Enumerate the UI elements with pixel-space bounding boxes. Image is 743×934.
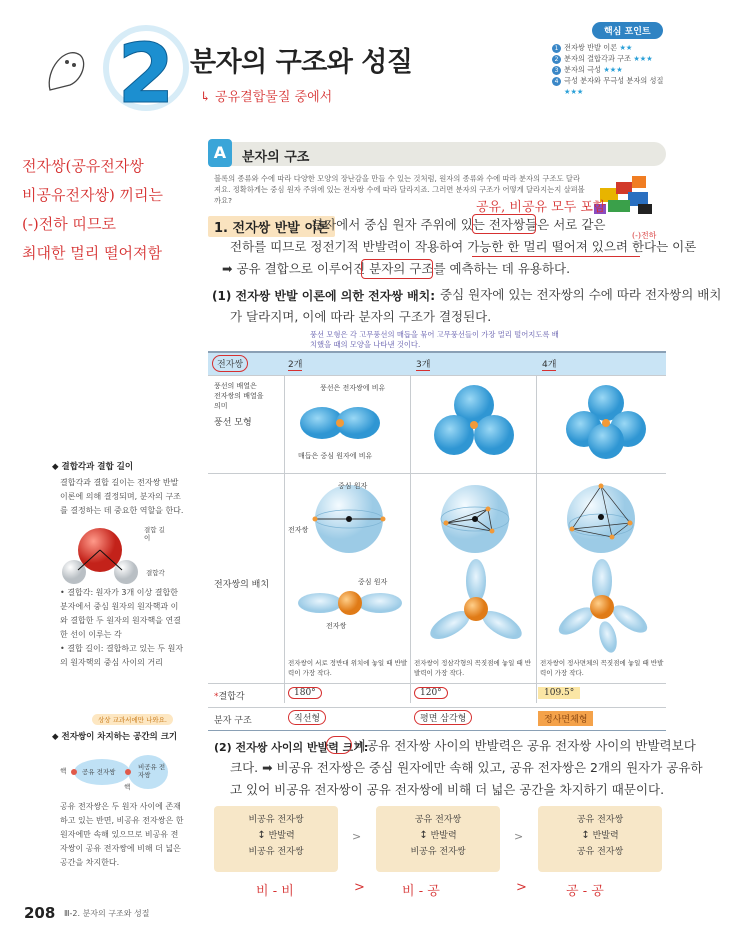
cartoon-icon [40, 40, 90, 104]
sidebar-bond-title: ◆ 결합각과 결합 길이 [52, 462, 134, 472]
lobe-label-center: 중심 원자 [358, 578, 388, 586]
repulsion-box-1: 비공유 전자쌍 ↕ 반발력 비공유 전자쌍 [214, 806, 338, 872]
chapter-number [98, 18, 194, 114]
lobe-label-pair: 전자쌍 [326, 622, 347, 630]
gt-1: > [352, 830, 362, 843]
lobe-model-4 [552, 559, 652, 659]
red-circle-structure [361, 259, 433, 279]
shape-4: 정사면체형 [538, 711, 593, 726]
arrangement-sphere-4 [556, 481, 646, 561]
page-number: 208 [24, 904, 56, 922]
lobe-model-3 [426, 559, 526, 659]
footer-section: Ⅲ-2. 분자의 구조와 성질 [64, 909, 150, 918]
section-header [208, 142, 666, 166]
handwritten-minus-charge: (-)전하 [632, 231, 657, 240]
sidebar-tag: 상상 교과서에만 나와요. [92, 714, 173, 725]
balloon-model-4 [556, 379, 656, 473]
col-3: 3개 [416, 357, 430, 371]
vsepr-table [208, 351, 666, 731]
key-points-header: 핵심 포인트 [592, 22, 663, 39]
shape-3: 평면 삼각형 [414, 710, 472, 725]
intro-text: 블록의 종류와 수에 따라 다양한 모양의 장난감을 만들 수 있는 것처럼, 원자의 종류와 수에 따라 분자의 구조도 달라져요. 정확하게는 중심 원자 주위에 있는 전자쌍 수에 따라 달라지죠. 그러면 분자의 구조가 어떻게 달라지는지 살펴볼까요? [214, 174, 585, 205]
handwritten-left-note: 전자쌍(공유전자쌍 비공유전자쌍) 끼리는 (-)전하 띠므로 최대한 멀리 떨어져함 [22, 157, 164, 262]
balloon-note: 풍선 모형은 각 고무풍선의 매듭을 묶어 고무풍선들이 가장 멀리 떨어지도록 배치했을 때의 모양을 나타낸 것이다. [310, 330, 559, 349]
sidebar-bond-body: 결합각과 결합 길이는 전자쌍 반발 이론에 의해 결정되며, 분자의 구조를 결정하는 데 중요한 역할을 한다. [60, 478, 184, 515]
section-title: 분자의 구조 [242, 150, 310, 165]
bond-length-label: 결합 길이 [144, 526, 165, 542]
gt-2: > [514, 830, 524, 843]
col-2: 2개 [288, 357, 302, 371]
angle-3: 120° [414, 687, 448, 699]
bond-angle-label: 결합각 [146, 569, 165, 577]
repulsion-title: (2) 전자쌍 사이의 반발력 크기: [214, 741, 369, 754]
handwritten-subtitle: ↳ 공유결합물질 중에서 [200, 90, 333, 105]
svg-text:2: 2 [117, 27, 175, 114]
nucleus-label-1: 핵 [60, 767, 67, 775]
theory-body-1: 분자에서 중심 원자 주위에 있는 전자쌍들은 서로 같은 [312, 217, 606, 232]
hand-bottom-5: 공 - 공 [566, 884, 604, 899]
theory-body-2: 전하를 띠므로 정전기적 반발력이 작용하여 가능한 한 멀리 떨어져 있으려 한다는 이론 [230, 239, 697, 254]
section-badge: A [208, 139, 232, 167]
label-electron-pair: 전자쌍 [288, 526, 309, 534]
theory-heading: 1. 전자쌍 반발 이론 [208, 216, 335, 237]
shared-pair-label: 공유 전자쌍 [82, 768, 116, 776]
desc-2: 전자쌍이 서로 정반대 위치에 놓일 때 반발력이 가장 작다. [288, 659, 408, 677]
row-arrangement-label: 전자쌍의 배치 [214, 580, 270, 590]
angle-2: 180° [288, 687, 322, 699]
desc-4: 전자쌍이 정사면체의 꼭짓점에 놓일 때 반발력이 가장 작다. [540, 659, 664, 677]
repulsion-box-2: 공유 전자쌍 ↕ 반발력 비공유 전자쌍 [376, 806, 500, 872]
key-point-4: 4 극성 분자와 무극성 분자의 성질 ★★★ [552, 75, 663, 97]
sidebar-space-title: ◆ 전자쌍이 차지하는 공간의 크기 [52, 732, 178, 742]
row-balloon-label: 풍선 모형 [214, 418, 252, 428]
repulsion-box-3: 공유 전자쌍 ↕ 반발력 공유 전자쌍 [538, 806, 662, 872]
hand-bottom-2: > [354, 880, 365, 895]
hand-bottom-1: 비 - 비 [256, 884, 294, 899]
lone-pair-label: 비공유 전자쌍 [138, 763, 166, 779]
red-circle-size [326, 736, 352, 754]
key-points [552, 22, 702, 110]
shape-2: 직선형 [288, 710, 326, 725]
hand-bottom-4: > [516, 880, 527, 895]
sidebar-space-body: 공유 전자쌍은 두 원자 사이에 존재하고 있는 반면, 비공유 전자쌍은 한 원자에만 속해 있으므로 비공유 전자쌍이 공유 전자쌍에 비해 더 넓은 공간을 차지한다. [60, 802, 184, 867]
sub1-body-1: 중심 원자에 있는 전자쌍의 수에 따라 전자쌍의 배치 [440, 287, 722, 302]
repulsion-body-1: 비공유 전자쌍 사이의 반발력은 공유 전자쌍 사이의 반발력보다 [354, 738, 696, 753]
sidebar-bullet-1: • 결합각: 원자가 3개 이상 결합한 분자에서 중심 원자의 원자핵과 이와 결합한 두 원자의 원자핵을 연결한 선이 이루는 각 [60, 588, 181, 639]
desc-3: 전자쌍이 정삼각형의 꼭짓점에 놓일 때 반발력이 가장 작다. [414, 659, 532, 677]
sidebar-bullet-2: • 결합 길이: 결합하고 있는 두 원자의 원자핵의 중심 사이의 거리 [60, 644, 184, 667]
label-center-atom: 중심 원자 [338, 482, 368, 490]
sub1-body-2: 가 달라지며, 이에 따라 분자의 구조가 결정된다. [230, 309, 492, 324]
balloon-callout-top: 풍선은 전자쌍에 비유 [320, 384, 386, 392]
nucleus-label-2: 핵 [124, 783, 131, 791]
red-underline-1 [472, 256, 640, 257]
col-4: 4개 [542, 357, 556, 371]
col-header: 전자쌍 [212, 355, 248, 372]
row-angle-label: *결합각 [214, 692, 245, 702]
arrangement-sphere-2 [304, 481, 394, 561]
theory-body-3: ➡ 공유 결합으로 이루어진 분자의 구조를 예측하는 데 유용하다. [222, 261, 571, 276]
arrangement-sphere-3 [430, 481, 520, 561]
sub1-title: (1) 전자쌍 반발 이론에 의한 전자쌍 배치: [212, 289, 436, 303]
balloon-callout-bottom: 매듭은 중심 원자에 비유 [298, 452, 373, 460]
handwritten-top-note: 공유, 비공유 모두 포함 [476, 200, 606, 215]
key-point-2: 2 분자의 결합각과 구조 ★★★ [552, 53, 663, 64]
repulsion-body-2: 크다. ➡ 비공유 전자쌍은 중심 원자에만 속해 있고, 공유 전자쌍은 2개의 원자가 공유하 [230, 760, 703, 775]
red-circle-pairs [472, 214, 536, 234]
hand-bottom-3: 비 - 공 [402, 884, 440, 899]
key-point-3: 3 분자의 극성 ★★★ [552, 64, 663, 75]
chapter-title: 분자의 구조와 성질 [190, 47, 413, 78]
angle-4: 109.5° [538, 687, 580, 699]
key-point-1: 1 전자쌍 반발 이론 ★★ [552, 42, 663, 53]
balloon-model-3 [424, 379, 524, 473]
balloon-label-note: 풍선의 배열은 전자쌍의 배열을 의미 [214, 382, 264, 410]
repulsion-body-3: 고 있어 비공유 전자쌍이 공유 전자쌍에 비해 더 넓은 공간을 차지하기 때문이다. [230, 782, 665, 797]
row-shape-label: 분자 구조 [214, 716, 252, 726]
